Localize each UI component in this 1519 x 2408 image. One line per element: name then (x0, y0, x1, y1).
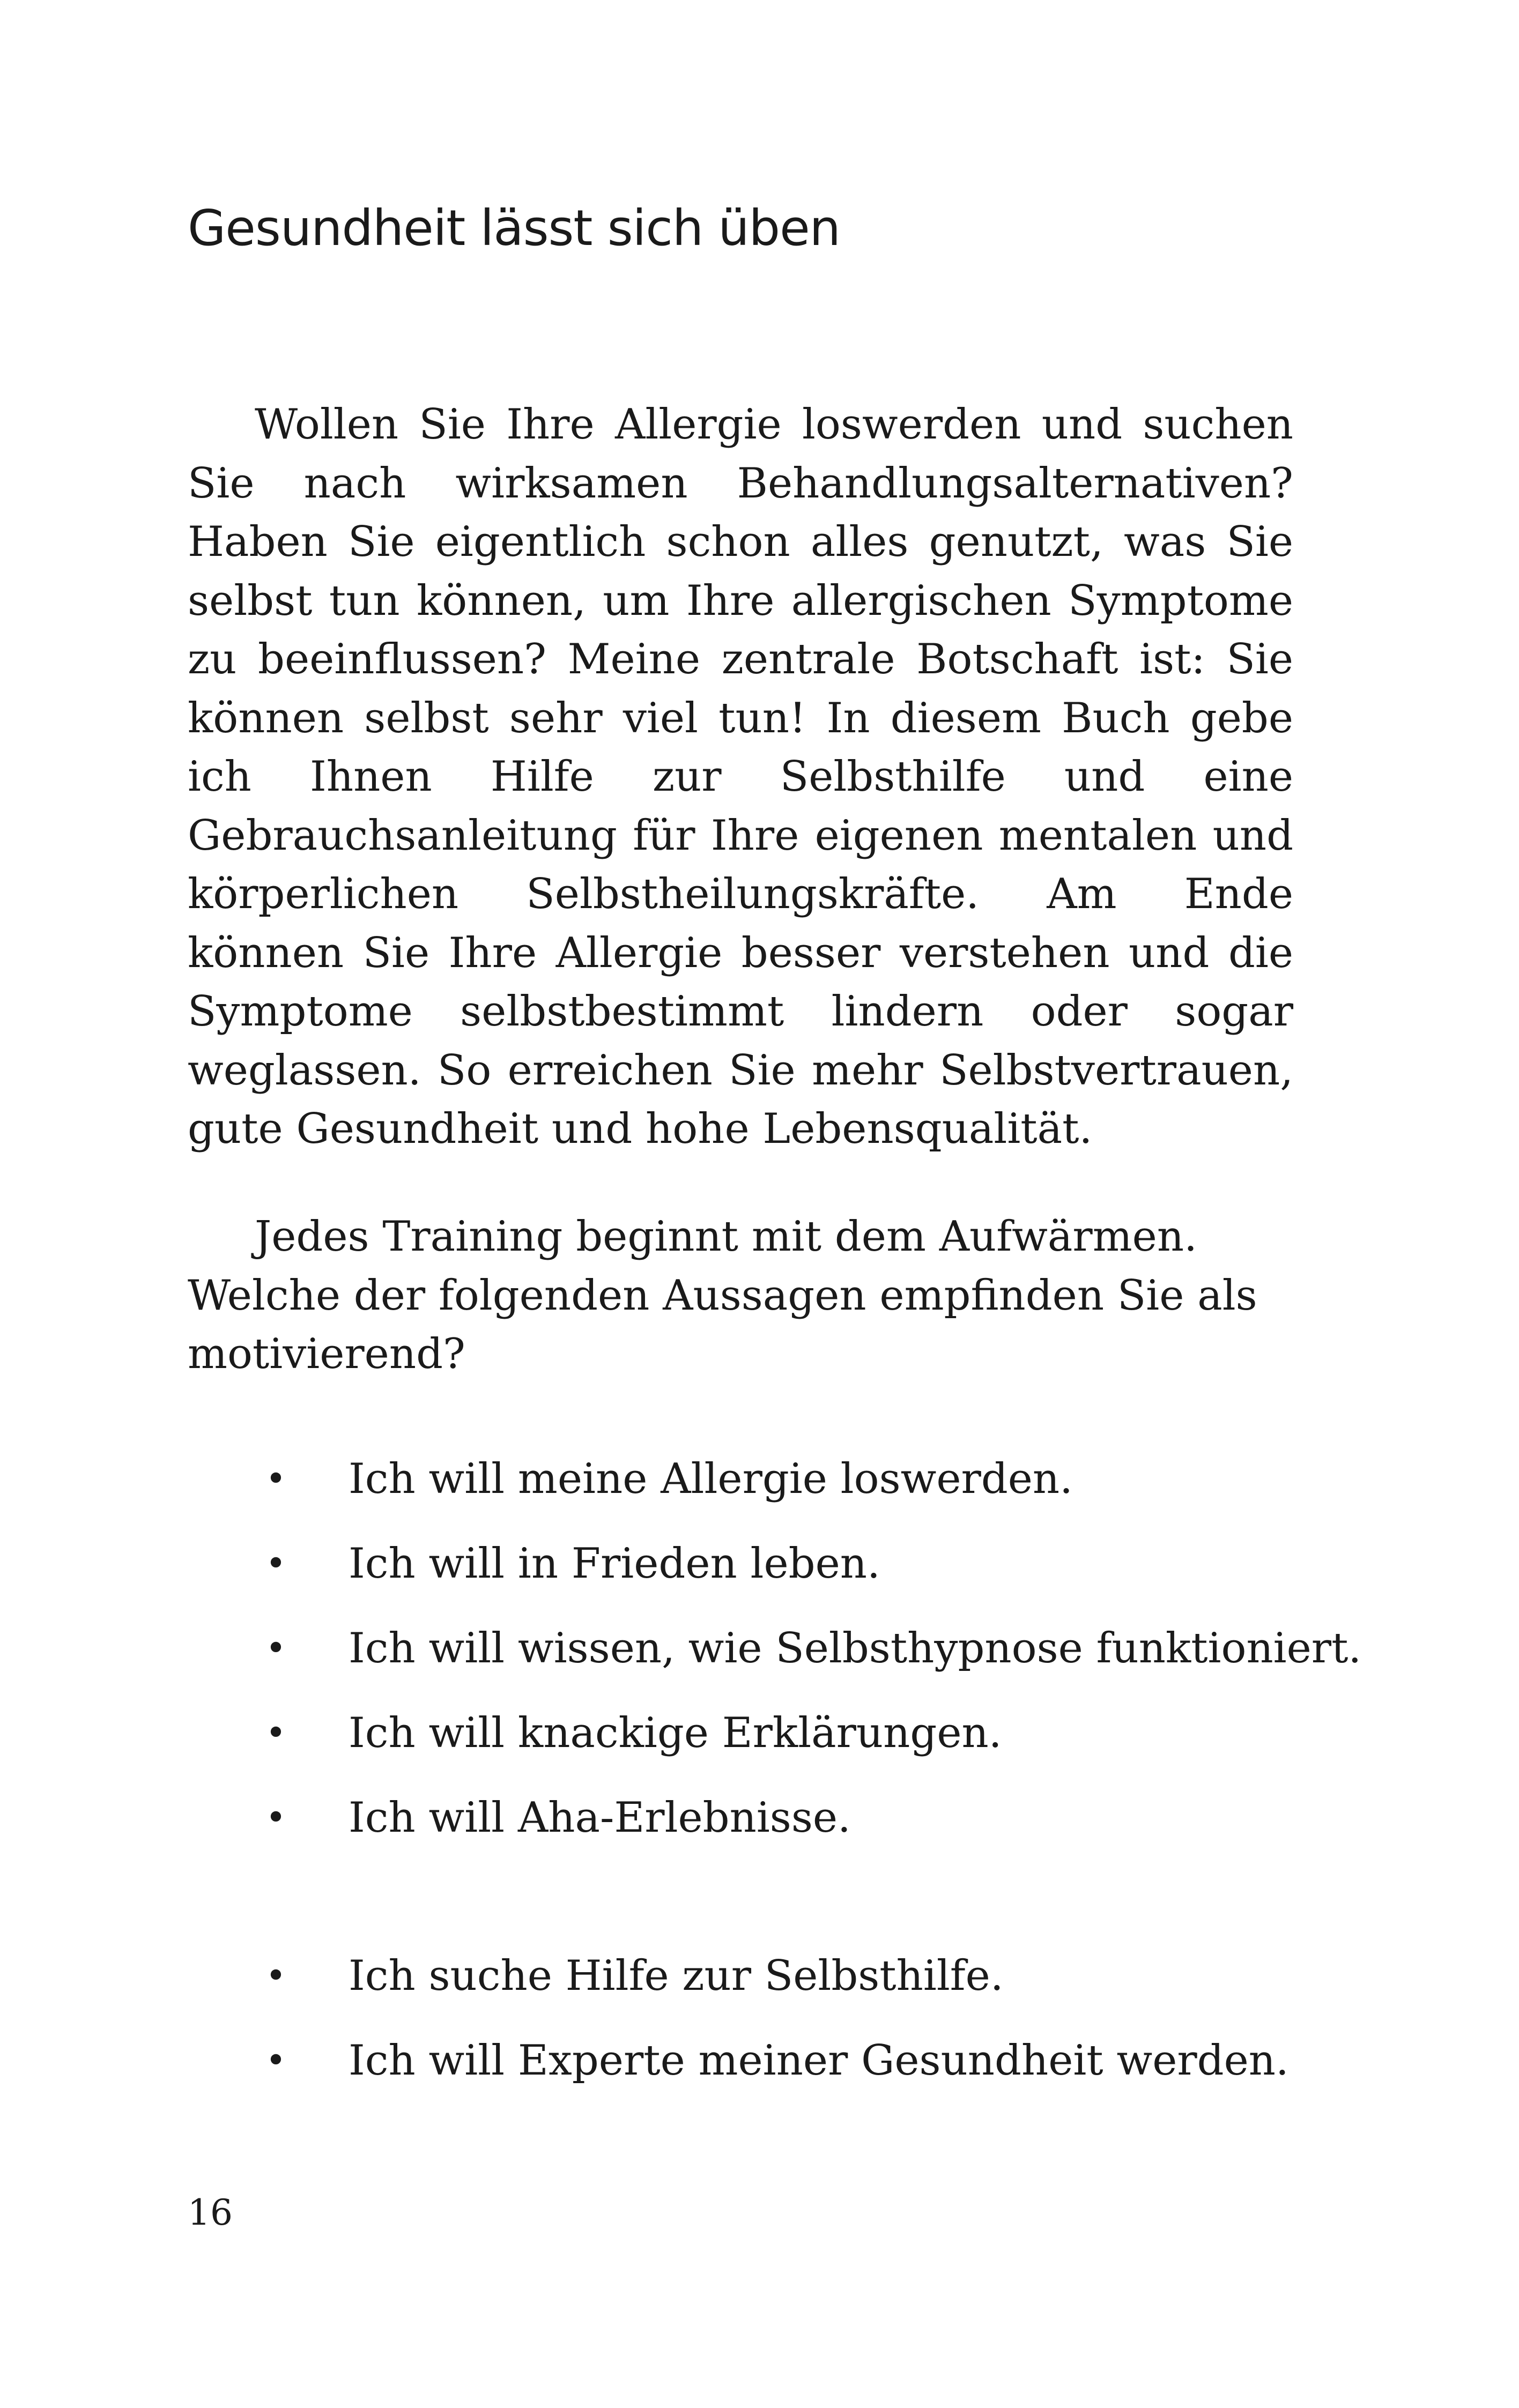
bullet-icon: • (265, 1627, 286, 1669)
bullet-icon: • (265, 1543, 286, 1584)
list-item: • Ich will Experte meiner Gesundheit werden. (188, 2018, 1314, 2103)
list-item: • Ich will wissen, wie Selbsthypnose funktioniert. (188, 1606, 1314, 1691)
list-item: • Ich will in Frieden leben. (188, 1521, 1314, 1606)
section-heading: Gesundheit lässt sich üben (188, 199, 840, 257)
bullet-icon: • (265, 1797, 286, 1838)
motivation-list-second (188, 1934, 1314, 2103)
motivation-list-first (188, 1437, 1362, 1860)
list-item: • Ich will knackige Erklärungen. (188, 1691, 1314, 1775)
bullet-icon: • (265, 1955, 286, 1996)
bullet-icon: • (265, 1458, 286, 1499)
page-number: 16 (188, 2192, 233, 2233)
intro-paragraph: Wollen Sie Ihre Allergie loswerden und suchen Sie nach wirksamen Behandlungsalternativen? Haben Sie eigentlich schon alles genutzt, was Sie selbst tun können, um Ihre allergischen Symptome zu beeinflussen? Meine zentrale Botschaft ist: Sie können selbst sehr viel tun! In diesem Buch gebe ich Ihnen Hilfe zur Selbsthilfe und eine Gebrauchsanleitung für Ihre eigenen mentalen und körperlichen Selbstheilungskräfte. Am Ende können Sie Ihre Allergie besser verstehen und die Symptome selbstbestimmt lindern oder sogar weglassen. So erreichen Sie mehr Selbstvertrauen, gute Gesundheit und hohe Lebensqualität. (188, 400, 1293, 1153)
bullet-icon: • (265, 1712, 286, 1753)
warmup-paragraph: Jedes Training beginnt mit dem Aufwärmen. Welche der folgenden Aussagen empfinden Sie als motivierend? (188, 1213, 1257, 1378)
bullet-icon: • (265, 2040, 286, 2081)
list-item: • Ich will meine Allergie loswerden. (188, 1437, 1314, 1521)
list-item: • Ich suche Hilfe zur Selbsthilfe. (188, 1934, 1314, 2018)
list-item: • Ich will Aha-Erlebnisse. (188, 1775, 1314, 1860)
